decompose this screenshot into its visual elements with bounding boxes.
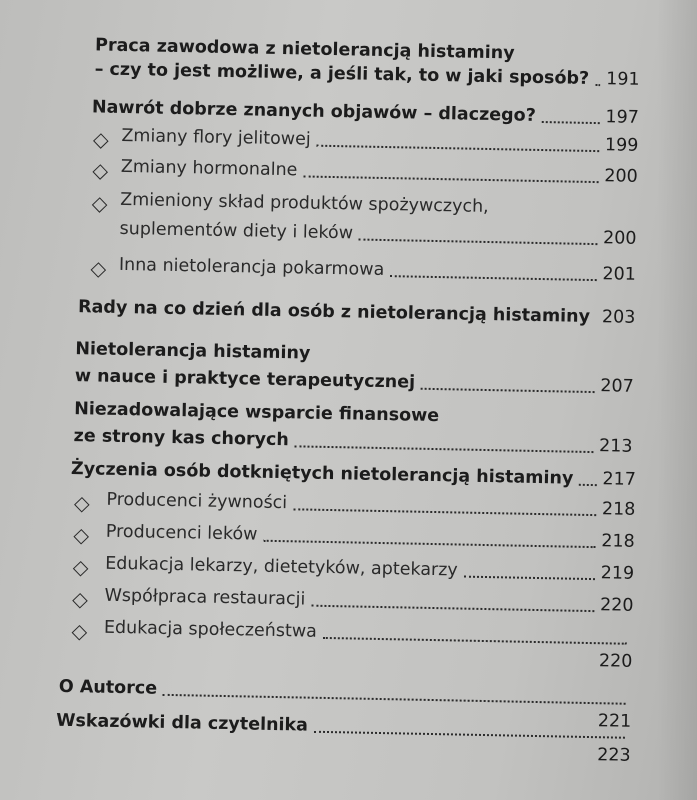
diamond-bullet-icon <box>73 529 89 545</box>
diamond-bullet-icon <box>73 561 89 577</box>
toc-entry <box>121 155 638 189</box>
dot-leader <box>314 731 625 739</box>
diamond-bullet-icon <box>93 133 109 149</box>
dot-leader <box>263 540 595 548</box>
diamond-bullet-icon <box>91 262 107 278</box>
dot-leader <box>421 388 594 393</box>
dot-leader <box>323 637 627 645</box>
page-number: 218 <box>601 531 635 552</box>
toc-entry <box>121 124 638 158</box>
dot-leader <box>317 145 599 152</box>
dot-leader <box>464 576 595 581</box>
page-number: 220 <box>598 651 633 672</box>
toc-entry <box>78 295 635 330</box>
page-number: 221 <box>597 711 632 732</box>
dot-leader <box>595 84 600 86</box>
toc-entry <box>55 709 631 768</box>
page-edge-shadow <box>657 0 697 800</box>
page-number: 200 <box>602 228 637 249</box>
toc-entry-title: Rady na co dzień dla osób z nietolerancją histaminy <box>77 297 591 327</box>
toc-entry-line: Praca zawodowa z nietolerancją histaminy <box>94 35 515 64</box>
toc-entry-line: suplementów diety i leków <box>119 218 354 244</box>
page-number: 207 <box>600 376 634 397</box>
toc-entry-title: Zmiany hormonalne <box>120 156 298 181</box>
toc-entry-line: – czy to jest możliwe, a jeśli tak, to w jaki sposób? <box>94 59 590 89</box>
dot-leader <box>390 275 596 281</box>
toc-entry <box>119 188 637 251</box>
dot-leader <box>311 605 594 612</box>
toc-entry-title: Edukacja społeczeństwa <box>103 617 318 642</box>
toc-entry-title: Współpraca restauracji <box>104 585 306 610</box>
dot-leader <box>542 121 600 124</box>
page-number: 201 <box>602 264 637 285</box>
dot-leader <box>293 508 596 516</box>
toc-entry <box>104 584 633 618</box>
dot-leader <box>359 239 597 246</box>
page-number: 213 <box>598 436 633 457</box>
toc-entry-title: O Autorce <box>58 676 158 699</box>
diamond-bullet-icon <box>74 497 90 513</box>
dot-leader <box>303 175 598 183</box>
diamond-bullet-icon <box>72 625 88 641</box>
toc-entry <box>75 337 635 399</box>
diamond-bullet-icon <box>92 164 108 180</box>
page-number: 203 <box>601 307 636 328</box>
dot-leader <box>295 445 593 453</box>
toc-entry-line: Niezadowalające wsparcie finansowe <box>73 399 440 427</box>
page-number: 197 <box>605 107 640 128</box>
page-number: 191 <box>605 69 640 90</box>
page-number: 218 <box>601 499 636 520</box>
toc-entry-title: Zmiany flory jelitowej <box>121 125 311 150</box>
page-number: 223 <box>597 745 631 766</box>
toc-entry <box>103 616 633 674</box>
toc-entry-title: Inna nietolerancja pokarmowa <box>118 254 385 281</box>
toc-entry-line: ze strony kas chorych <box>73 426 290 451</box>
toc-entry <box>119 253 636 287</box>
page-number: 199 <box>604 135 639 156</box>
toc-entry <box>105 552 634 586</box>
toc-entry <box>71 457 636 492</box>
toc-entry-title: Producenci leków <box>105 521 258 545</box>
toc-entry-line: Nietolerancja histaminy <box>75 339 311 364</box>
page-number: 200 <box>604 166 638 187</box>
page-number: 220 <box>599 595 634 616</box>
diamond-bullet-icon <box>72 593 88 609</box>
diamond-bullet-icon <box>92 197 108 213</box>
toc-entry-title: Producenci żywności <box>106 489 288 514</box>
toc-entry <box>94 33 640 91</box>
toc-entry-line: w nauce i praktyce terapeutycznej <box>74 366 416 393</box>
toc-entry <box>106 520 635 554</box>
dot-leader <box>579 484 596 486</box>
toc-entry-line: Zmieniony skład produktów spożywczych, <box>119 189 489 218</box>
page-number: 219 <box>600 563 635 584</box>
toc-entry-title: Życzenia osób dotkniętych nietolerancją histaminy <box>70 459 574 489</box>
page-number: 217 <box>602 469 637 490</box>
toc-entry <box>73 397 633 459</box>
toc-entry-title: Wskazówki dla czytelnika <box>55 710 309 736</box>
toc-entry-title: Nawrót dobrze znanych objawów – dlaczego? <box>91 97 537 126</box>
toc-entry-title: Edukacja lekarzy, dietetyków, aptekarzy <box>105 553 458 581</box>
toc-entry <box>106 488 635 522</box>
